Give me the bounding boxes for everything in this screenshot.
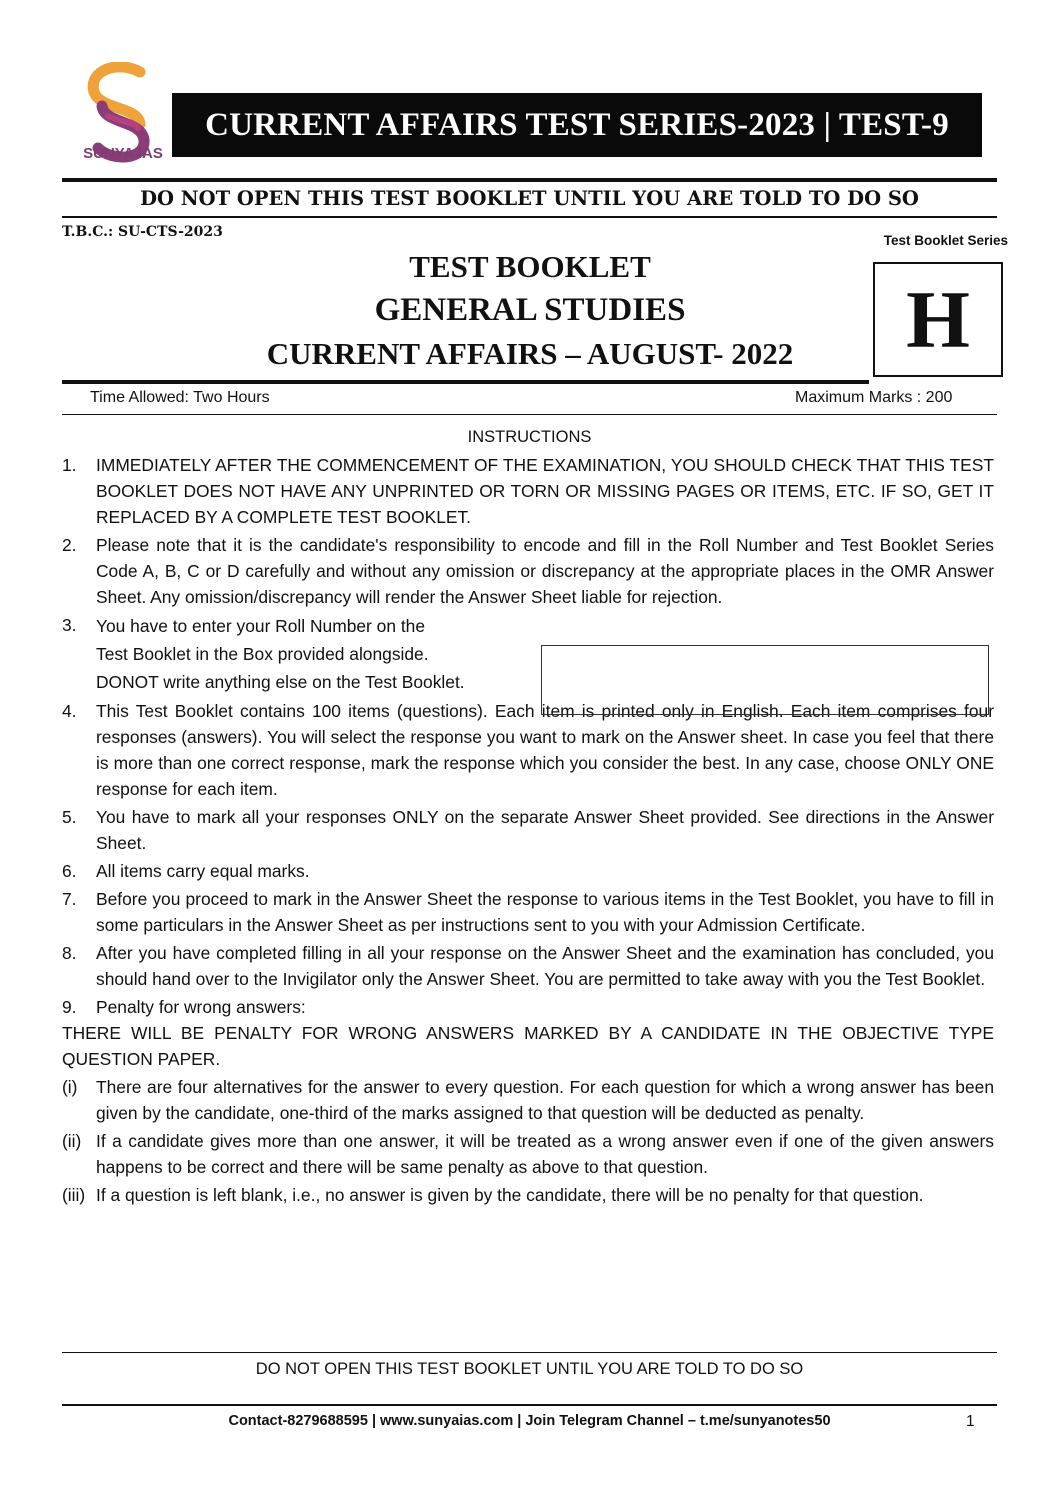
top-divider (62, 178, 997, 182)
test-series-banner: CURRENT AFFAIRS TEST SERIES-2023 | TEST-9 (172, 93, 982, 157)
instructions-list (62, 452, 994, 1208)
maximum-marks: Maximum Marks : 200 (795, 389, 953, 406)
instruction-item: 7. Before you proceed to mark in the Answer Sheet the response to various items in the Test Booklet, you have to fill in some particulars in the Answer Sheet as per instructions sent to you with your Admission Certificate. (62, 889, 994, 935)
contact-line: Contact-8279688595 | www.sunyaias.com | Join Telegram Channel – t.me/sunyanotes50 (228, 1413, 831, 1429)
instruction-item: 6. All items carry equal marks. (62, 861, 310, 881)
penalty-sub-item: (iii) If a question is left blank, i.e., no answer is given by the candidate, there will be no penalty for that question. (62, 1185, 924, 1205)
time-allowed: Time Allowed: Two Hours (90, 389, 270, 406)
instruction-item: 8. After you have completed filling in all your response on the Answer Sheet and the examination has concluded, you should hand over to the Invigilator only the Answer Sheet. You are permitted to take away with you the Test Booklet. (62, 943, 994, 989)
bottom-warning: DO NOT OPEN THIS TEST BOOKLET UNTIL YOU ARE TOLD TO DO SO (255, 1360, 804, 1378)
roll-number-box[interactable] (541, 645, 989, 715)
instruction-item: 5. You have to mark all your responses ONLY on the separate Answer Sheet provided. See directions in the Answer Sheet. (62, 807, 994, 853)
series-code-box: H (873, 262, 1003, 377)
series-label: Test Booklet Series (883, 233, 1008, 248)
instruction-item: 3. You have to enter your Roll Number on the Test Booklet in the Box provided alongside. DONOT write anything else on the Test Booklet. (62, 615, 465, 692)
tbc-code: T.B.C.: SU-CTS-2023 (62, 224, 223, 240)
penalty-sub-item: (ii) If a candidate gives more than one answer, it will be treated as a wrong answer even if one of the given answers happens to be correct and there will be same penalty as above to that question. (62, 1131, 994, 1177)
footer-divider (62, 1404, 997, 1406)
page-number: 1 (966, 1413, 975, 1430)
instruction-item: 9. Penalty for wrong answers: (62, 997, 306, 1017)
bottom-divider (62, 1352, 997, 1353)
title-divider (62, 380, 869, 384)
title-general-studies: GENERAL STUDIES (374, 292, 686, 328)
instruction-item: 4. This Test Booklet contains 100 items (questions). Each item is printed only in English. Each item comprises four responses (answers). You will select the response you want to mark on the Answer sheet. In case you feel that there is more than one correct response, mark the response which you consider the best. In any case, choose ONLY ONE response for each item. (62, 701, 994, 799)
instruction-item: 1. IMMEDIATELY AFTER THE COMMENCEMENT OF THE EXAMINATION, YOU SHOULD CHECK THAT THIS TEST BOOKLET DOES NOT HAVE ANY UNPRINTED OR TORN OR MISSING PAGES OR ITEMS, ETC. IF SO, GET IT REPLACED BY A COMPLETE TEST BOOKLET. (62, 455, 994, 527)
warning-divider (62, 216, 997, 218)
penalty-note: THERE WILL BE PENALTY FOR WRONG ANSWERS MARKED BY A CANDIDATE IN THE OBJECTIVE TYPE QUESTION PAPER. (62, 1023, 994, 1069)
title-test-booklet: TEST BOOKLET (409, 249, 651, 284)
instructions-heading: INSTRUCTIONS (467, 428, 592, 446)
instruction-item: 2. Please note that it is the candidate's responsibility to encode and fill in the Roll Number and Test Booklet Series Code A, B, C or D carefully and without any omission or discrepancy at the appropriate places in the OMR Answer Sheet. Any omission/discrepancy will render the Answer Sheet liable for rejection. (62, 535, 994, 607)
meta-divider (62, 414, 997, 415)
title-current-affairs: CURRENT AFFAIRS – AUGUST- 2022 (266, 336, 794, 371)
penalty-sub-item: (i) There are four alternatives for the answer to every question. For each question for which a wrong answer has been given by the candidate, one-third of the marks assigned to that question will be deducted as penalty. (62, 1077, 994, 1123)
top-warning: DO NOT OPEN THIS TEST BOOKLET UNTIL YOU ARE TOLD TO DO SO (140, 187, 919, 210)
logo-text: SUNYA IAS (83, 145, 163, 162)
